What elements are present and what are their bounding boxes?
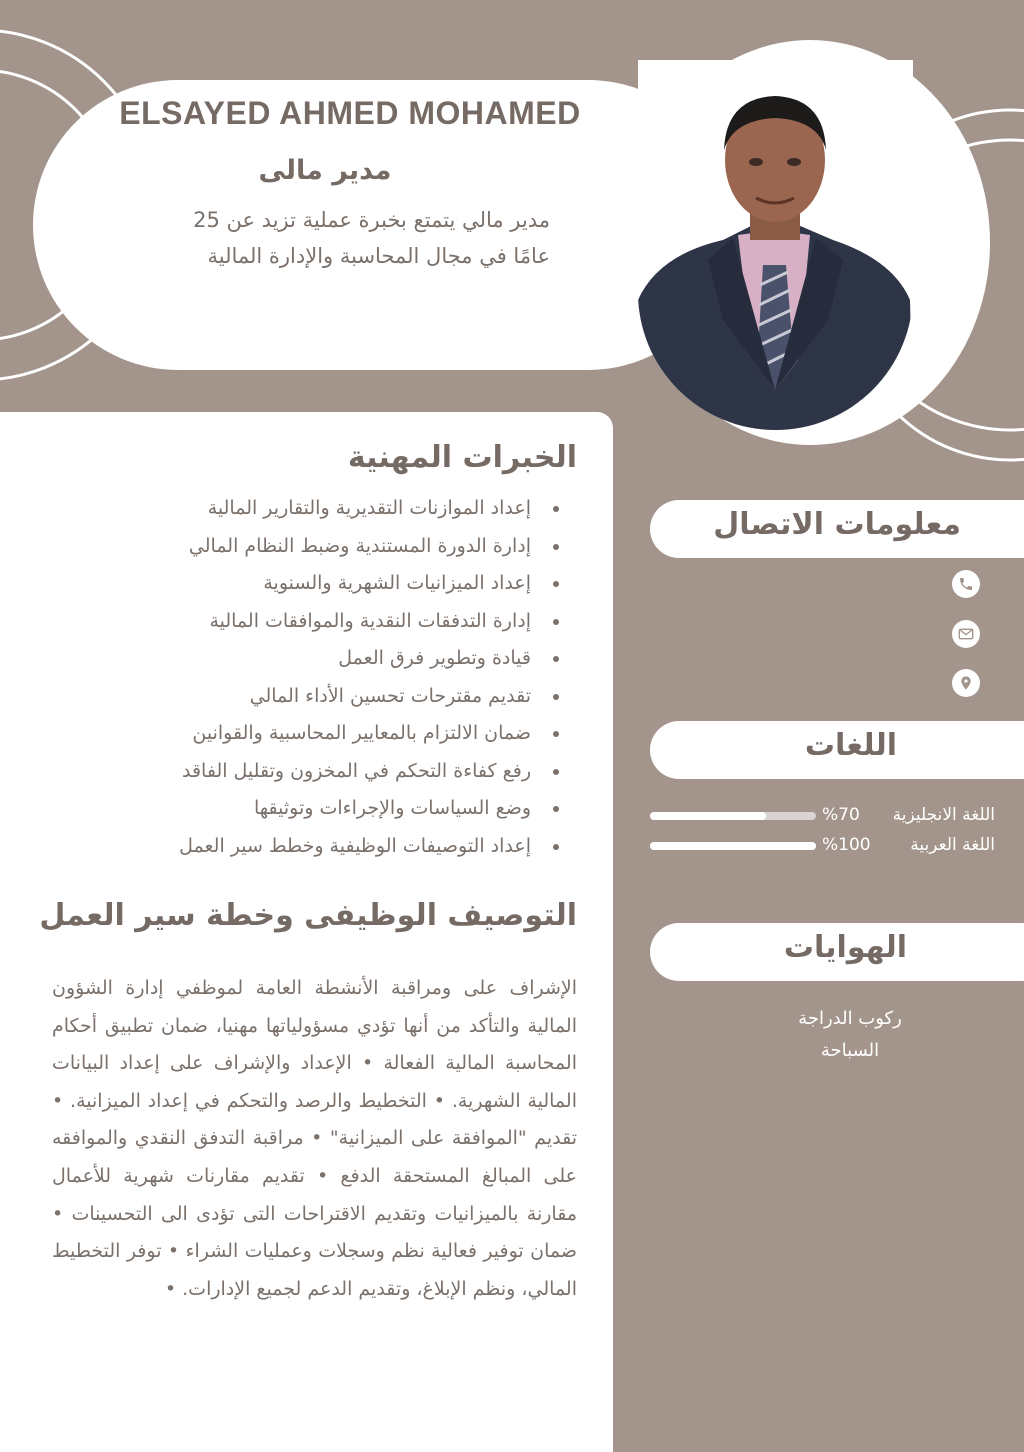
contact-heading: معلومات الاتصال xyxy=(713,507,961,542)
experience-item: إدارة الدورة المستندية وضبط النظام المالي xyxy=(59,528,559,566)
experience-item: وضع السياسات والإجراءات وتوثيقها xyxy=(59,790,559,828)
experience-item: إعداد الميزانيات الشهرية والسنوية xyxy=(59,565,559,603)
language-percent: %70 xyxy=(822,805,860,825)
language-name: اللغة الانجليزية xyxy=(892,805,995,825)
language-row xyxy=(650,805,1000,829)
experience-item: قيادة وتطوير فرق العمل xyxy=(59,640,559,678)
language-level-bar xyxy=(650,812,816,820)
experience-item: إدارة التدفقات النقدية والموافقات المالية xyxy=(59,603,559,641)
language-name: اللغة العربية xyxy=(910,835,995,855)
language-level-fill xyxy=(650,812,766,820)
summary-line: مدير مالي يتمتع بخبرة عملية تزيد عن 25 xyxy=(193,208,550,232)
experience-heading: الخبرات المهنية xyxy=(347,440,577,475)
job-description-text: الإشراف على ومراقبة الأنشطة العامة لموظفي إدارة الشؤون المالية والتأكد من أنها تؤدي مسؤولياتها مهنيا، ضمان تطبيق أحكام المحاسبة المالية الفعالة • الإعداد والإشراف على إعداد البيانات المالية الشهرية. • التخطيط والرصد والتحكم في إعداد الميزانية. • تقديم "الموافقة على الميزانية" • مراقبة التدفق النقدي والموافقه على المبالغ المستحقة الدفع • تقديم مقارنات شهرية للأعمال مقارنة بالميزانيات وتقديم الاقتراحات التى تؤدى الى التحسينات • ضمان توفير فعالية نظم وسجلات وعمليات الشراء • توفر التخطيط المالي، ونظم الإبلاغ، وتقديم الدعم لجميع الإدارات. • xyxy=(52,977,577,1300)
profile-photo xyxy=(638,60,913,430)
phone-icon xyxy=(952,570,980,598)
profile-summary xyxy=(110,202,550,274)
language-row xyxy=(650,835,1000,859)
language-level-fill xyxy=(650,842,816,850)
job-title: مدير مالى xyxy=(258,155,392,186)
language-percent: %100 xyxy=(822,835,871,855)
job-description-heading: التوصيف الوظيفى وخطة سير العمل xyxy=(39,898,577,933)
experience-item: تقديم مقترحات تحسين الأداء المالي xyxy=(59,678,559,716)
email-icon xyxy=(952,620,980,648)
experience-list xyxy=(59,490,559,865)
experience-item: إعداد الموازنات التقديرية والتقارير المالية xyxy=(59,490,559,528)
experience-item: رفع كفاءة التحكم في المخزون وتقليل الفاقد xyxy=(59,753,559,791)
language-level-bar xyxy=(650,842,816,850)
hobbies-heading: الهوايات xyxy=(783,930,907,965)
experience-item: ضمان الالتزام بالمعايير المحاسبية والقوانين xyxy=(59,715,559,753)
location-pin-icon xyxy=(952,669,980,697)
experience-item: إعداد التوصيفات الوظيفية وخطط سير العمل xyxy=(59,828,559,866)
candidate-name: ELSAYED AHMED MOHAMED xyxy=(119,95,581,131)
hobby-item: السباحة xyxy=(820,1040,880,1061)
summary-line: عامًا في مجال المحاسبة والإدارة المالية xyxy=(207,244,550,268)
languages-heading: اللغات xyxy=(804,728,897,763)
hobby-item: ركوب الدراجة xyxy=(798,1008,902,1029)
